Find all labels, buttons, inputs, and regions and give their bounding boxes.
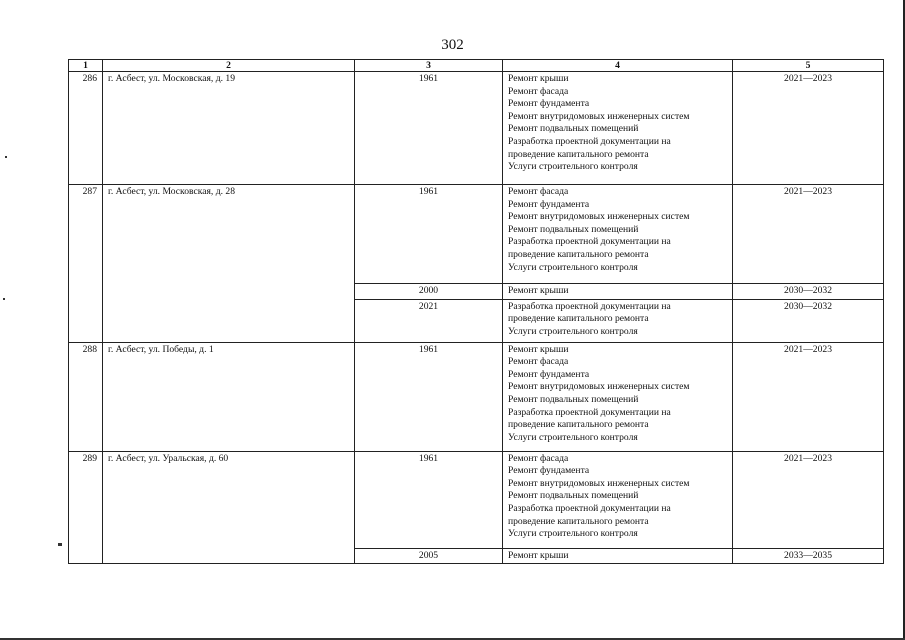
work-item: проведение капитального ремонта bbox=[508, 313, 649, 325]
header-col-5: 5 bbox=[733, 60, 884, 72]
work-item: Ремонт подвальных помещений bbox=[508, 393, 639, 405]
work-item: Разработка проектной документации на bbox=[508, 135, 671, 147]
work-item: Услуги строительного контроля bbox=[508, 261, 638, 273]
work-item: Услуги строительного контроля bbox=[508, 161, 638, 173]
row-number: 288 bbox=[69, 342, 103, 451]
period-cell: 2021—2023 bbox=[733, 185, 884, 284]
work-item: Ремонт крыши bbox=[508, 285, 569, 296]
table-row bbox=[69, 342, 884, 451]
column-number-row bbox=[69, 60, 884, 72]
period-cell: 2030—2032 bbox=[733, 299, 884, 342]
works-cell bbox=[503, 342, 733, 451]
works-cell bbox=[503, 451, 733, 548]
works-cell bbox=[503, 185, 733, 284]
table-row bbox=[69, 72, 884, 185]
work-item: Ремонт крыши bbox=[508, 549, 569, 561]
header-col-3: 3 bbox=[355, 60, 503, 72]
work-item: Разработка проектной документации на bbox=[508, 502, 671, 514]
year-cell: 2000 bbox=[355, 284, 503, 300]
work-item: Ремонт внутридомовых инженерных систем bbox=[508, 110, 690, 122]
work-item: Ремонт фасада bbox=[508, 85, 569, 97]
address-cell: г. Асбест, ул. Уральская, д. 60 bbox=[103, 451, 355, 564]
work-item: Ремонт крыши bbox=[508, 343, 569, 355]
work-item: Ремонт фасада bbox=[508, 186, 569, 197]
scan-speck bbox=[5, 156, 7, 158]
year-cell: 2005 bbox=[355, 548, 503, 564]
address-cell: г. Асбест, ул. Победы, д. 1 bbox=[103, 342, 355, 451]
header-col-2: 2 bbox=[103, 60, 355, 72]
address-cell: г. Асбест, ул. Московская, д. 28 bbox=[103, 185, 355, 343]
work-item: Услуги строительного контроля bbox=[508, 431, 638, 443]
year-cell: 1961 bbox=[355, 185, 503, 284]
row-number: 289 bbox=[69, 451, 103, 564]
work-item: Ремонт фундамента bbox=[508, 465, 590, 477]
year-cell: 1961 bbox=[355, 72, 503, 185]
work-item: проведение капитального ремонта bbox=[508, 515, 649, 527]
work-item: Ремонт фундамента bbox=[508, 368, 590, 380]
year-cell: 1961 bbox=[355, 451, 503, 548]
works-cell bbox=[503, 72, 733, 185]
work-item: проведение капитального ремонта bbox=[508, 419, 649, 431]
year-cell: 2021 bbox=[355, 299, 503, 342]
row-number: 286 bbox=[69, 72, 103, 185]
work-item: Услуги строительного контроля bbox=[508, 325, 638, 337]
header-col-1: 1 bbox=[69, 60, 103, 72]
work-item: Разработка проектной документации на bbox=[508, 300, 671, 312]
period-cell: 2021—2023 bbox=[733, 342, 884, 451]
work-item: Ремонт внутридомовых инженерных систем bbox=[508, 477, 690, 489]
work-item: Ремонт фасада bbox=[508, 356, 569, 368]
works-cell bbox=[503, 299, 733, 342]
period-cell: 2021—2023 bbox=[733, 451, 884, 548]
period-cell: 2030—2032 bbox=[733, 284, 884, 300]
table-row bbox=[69, 185, 884, 284]
table-row bbox=[69, 451, 884, 548]
work-item: Ремонт внутридомовых инженерных систем bbox=[508, 211, 690, 223]
work-item: Ремонт подвальных помещений bbox=[508, 490, 639, 502]
row-number: 287 bbox=[69, 185, 103, 343]
works-cell bbox=[503, 284, 733, 300]
address-cell: г. Асбест, ул. Московская, д. 19 bbox=[103, 72, 355, 185]
page-number: 302 bbox=[441, 37, 464, 53]
work-item: Ремонт внутридомовых инженерных систем bbox=[508, 381, 690, 393]
work-item: Ремонт фасада bbox=[508, 452, 569, 464]
repair-schedule-table bbox=[68, 59, 884, 564]
period-cell: 2033—2035 bbox=[733, 548, 884, 564]
scan-speck bbox=[3, 298, 5, 300]
work-item: проведение капитального ремонта bbox=[508, 248, 649, 260]
scan-speck bbox=[58, 543, 62, 546]
header-col-4: 4 bbox=[503, 60, 733, 72]
work-item: Ремонт подвальных помещений bbox=[508, 123, 639, 135]
work-item: Разработка проектной документации на bbox=[508, 236, 671, 248]
work-item: Ремонт подвальных помещений bbox=[508, 223, 639, 235]
work-item: проведение капитального ремонта bbox=[508, 148, 649, 160]
works-cell bbox=[503, 548, 733, 564]
work-item: Ремонт фундамента bbox=[508, 98, 590, 110]
period-cell: 2021—2023 bbox=[733, 72, 884, 185]
work-item: Ремонт крыши bbox=[508, 73, 569, 84]
work-item: Услуги строительного контроля bbox=[508, 528, 638, 540]
year-cell: 1961 bbox=[355, 342, 503, 451]
work-item: Ремонт фундамента bbox=[508, 198, 590, 210]
work-item: Разработка проектной документации на bbox=[508, 406, 671, 418]
